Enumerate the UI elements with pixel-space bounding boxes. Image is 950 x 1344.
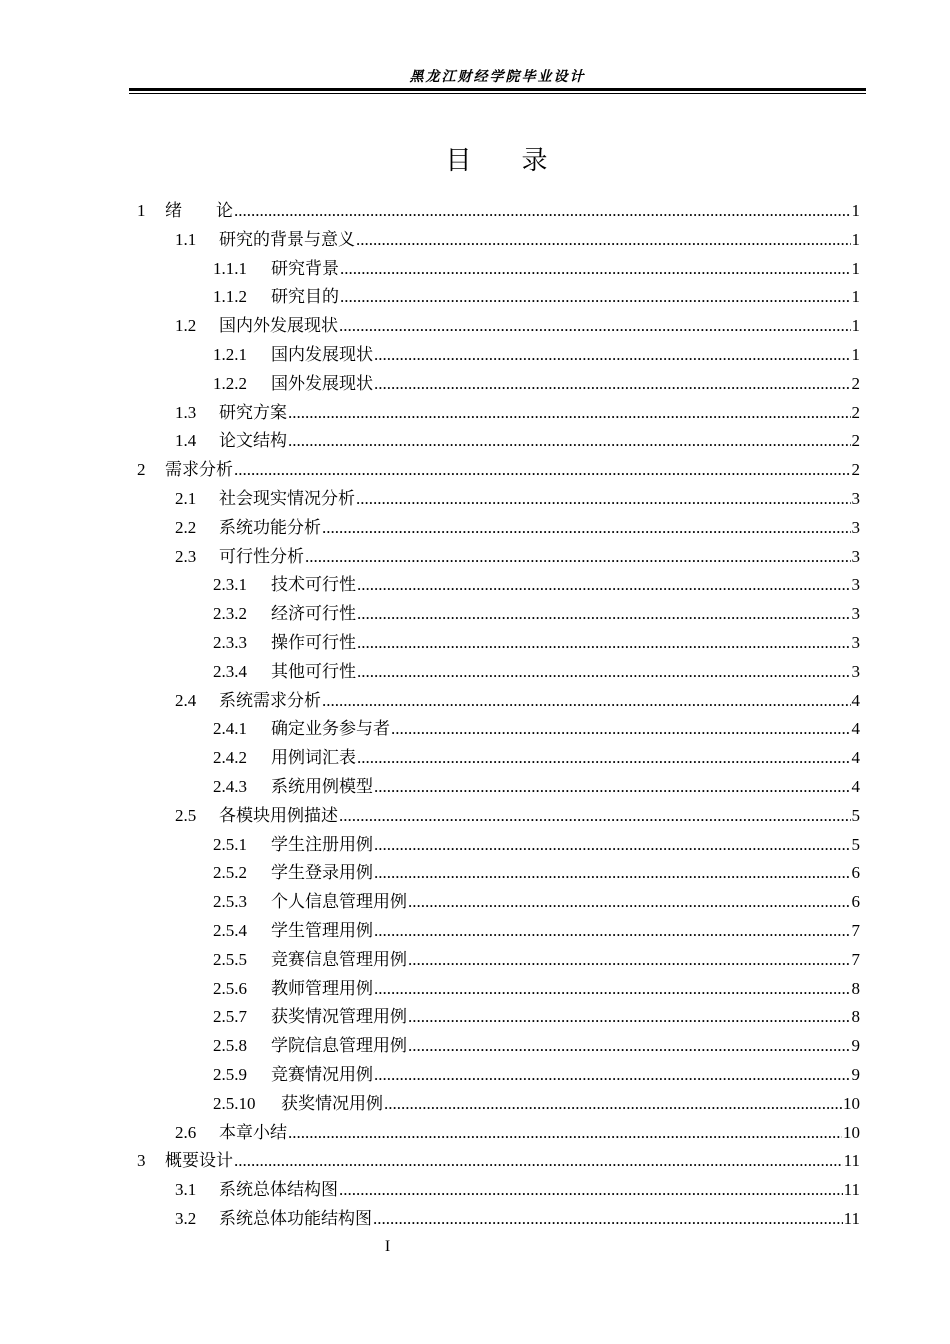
toc-entry-title: 本章小结 [219,1122,287,1142]
toc-entry-page: 3 [851,575,860,595]
toc-entry-page: 3 [851,546,860,566]
toc-entry-number: 2.1 [175,489,197,508]
toc-dot-leader [374,917,851,945]
toc-entry-number: 2.4 [175,690,197,710]
toc-entry-title: 研究目的 [271,287,339,307]
toc-entry[interactable] [213,255,860,283]
toc-entry-number: 2.4.3 [213,777,247,796]
toc-entry-number: 2.5.6 [213,978,247,998]
toc-entry[interactable] [213,1003,860,1031]
toc-entry-page: 6 [851,863,860,883]
toc-entry-page: 10 [843,1122,860,1142]
toc-entry[interactable] [213,831,860,859]
toc-entry-title: 社会现实情况分析 [219,489,355,508]
toc-entry[interactable] [213,571,860,599]
toc-dot-leader [356,226,851,254]
toc-dot-leader [357,744,851,772]
toc-entry[interactable] [213,744,860,772]
toc-entry-page: 4 [851,690,860,710]
toc-entry-page: 11 [843,1209,860,1228]
toc-entry-title: 技术可行性 [271,575,356,595]
toc-dot-leader [357,629,851,657]
toc-entry-title: 可行性分析 [219,546,304,566]
toc-entry-number: 3.1 [175,1180,197,1200]
toc-entry-page: 2 [851,460,860,480]
toc-entry-title: 研究方案 [219,402,287,422]
toc-dot-leader [340,255,851,283]
toc-entry-title: 系统总体结构图 [219,1180,338,1200]
toc-entry[interactable] [213,283,860,311]
toc-entry-number: 2.3.3 [213,633,247,652]
toc-entry[interactable] [175,1176,860,1204]
toc-dot-leader [288,427,851,455]
toc-entry-number: 2.3.4 [213,661,247,681]
page-number: I [384,1238,391,1255]
toc-entry[interactable] [175,687,860,715]
toc-entry[interactable] [213,1032,860,1060]
toc-dot-leader [374,831,851,859]
toc-entry[interactable] [213,1061,860,1089]
toc-entry-page: 7 [851,921,860,940]
toc-entry-page: 3 [851,661,860,681]
toc-dot-leader [374,975,851,1003]
toc-entry-page: 3 [851,633,860,652]
toc-entry-number: 2.5.3 [213,892,247,912]
header-rule-thin [129,93,866,94]
toc-dot-leader [339,802,851,830]
toc-dot-leader [322,687,851,715]
toc-dot-leader [340,283,851,311]
toc-entry-title: 需求分析 [165,460,233,480]
toc-entry-title: 论文结构 [219,431,287,451]
toc-entry-title: 各模块用例描述 [219,805,338,825]
toc-entry[interactable] [175,802,860,830]
toc-entry-number: 2.3.1 [213,575,247,595]
toc-dot-leader [357,600,851,628]
page-header: 黑龙江财经学院毕业设计 [409,69,586,85]
toc-dot-leader [305,543,851,571]
toc-entry-number: 3.2 [175,1209,197,1228]
toc-dot-leader [374,370,851,398]
toc-entry-title: 获奖情况用例 [281,1093,383,1113]
toc-entry-page: 1 [851,316,860,336]
toc-entry-title: 学生注册用例 [271,834,373,854]
toc-entry[interactable] [213,370,860,398]
toc-entry[interactable] [213,341,860,369]
toc-dot-leader [357,658,851,686]
toc-dot-leader [374,341,851,369]
toc-entry-page: 3 [851,489,860,508]
toc-entry-title: 经济可行性 [271,604,356,624]
toc-dot-leader [408,888,851,916]
toc-entry[interactable] [137,197,860,225]
toc-entry[interactable] [213,715,860,743]
toc-entry-number: 2 [137,460,146,480]
toc-entry-title: 系统功能分析 [219,517,321,537]
toc-title [129,140,866,177]
toc-entry-number: 2.5.4 [213,921,247,940]
toc-entry-title: 研究背景 [271,258,339,278]
toc-title-left: 目 [445,146,474,176]
toc-dot-leader [357,571,851,599]
toc-entry[interactable] [175,1119,860,1147]
toc-entry-title: 用例词汇表 [271,748,356,768]
toc-entry[interactable] [175,514,860,542]
toc-entry-title: 个人信息管理用例 [271,892,407,912]
toc-entry-page: 1 [851,229,860,249]
toc-entry-title: 学院信息管理用例 [271,1036,407,1056]
toc-entry-page: 5 [851,805,860,825]
toc-entry-page: 4 [851,719,860,739]
toc-entry-page: 11 [843,1180,860,1200]
toc-entry-title: 系统用例模型 [271,777,373,796]
toc-entry-page: 11 [843,1151,860,1171]
toc-entry-number: 1.4 [175,431,197,451]
toc-entry-number: 1.2.1 [213,345,247,364]
toc-entry-page: 5 [851,834,860,854]
toc-entry-page: 10 [843,1093,860,1113]
toc-entry-title: 概要设计 [165,1151,233,1171]
toc-entry-number: 2.6 [175,1122,197,1142]
toc-dot-leader [391,715,851,743]
toc-entry-page: 1 [851,287,860,307]
toc-entry-page: 6 [851,892,860,912]
toc-dot-leader [408,1032,851,1060]
toc-dot-leader [408,1003,851,1031]
toc-entry-number: 1.2 [175,316,197,336]
toc-entry-page: 3 [851,604,860,624]
toc-dot-leader [373,1205,843,1233]
toc-entry[interactable] [213,859,860,887]
toc-entry-page: 1 [851,201,860,220]
toc-entry-page: 7 [851,949,860,969]
toc-entry[interactable] [213,917,860,945]
toc-entry-title: 学生登录用例 [271,863,373,883]
toc-entry-title: 获奖情况管理用例 [271,1007,407,1027]
toc-entry-title: 竞赛情况用例 [271,1065,373,1084]
toc-entry[interactable] [213,946,860,974]
toc-entry[interactable] [175,226,860,254]
toc-dot-leader [234,456,851,484]
toc-entry[interactable] [137,456,860,484]
toc-entry[interactable] [213,1090,860,1118]
toc-entry-number: 3 [137,1151,146,1171]
toc-entry-title: 操作可行性 [271,633,356,652]
toc-dot-leader [408,946,851,974]
toc-entry-number: 2.4.2 [213,748,247,768]
toc-entry-page: 9 [851,1065,860,1084]
toc-entry[interactable] [213,629,860,657]
header-rule-thick [129,88,866,91]
toc-dot-leader [322,514,851,542]
toc-entry[interactable] [175,399,860,427]
toc-dot-leader [374,1061,851,1089]
toc-entry-title: 学生管理用例 [271,921,373,940]
toc-dot-leader [384,1090,842,1118]
toc-dot-leader [339,312,851,340]
toc-entry-number: 2.3.2 [213,604,247,624]
toc-entry-page: 2 [851,373,860,393]
toc-dot-leader [374,859,851,887]
toc-entry[interactable] [175,1205,860,1233]
toc-entry[interactable] [213,975,860,1003]
toc-entry-number: 2.5.9 [213,1065,247,1084]
toc-entry-page: 4 [851,748,860,768]
toc-dot-leader [374,773,851,801]
toc-entry-page: 8 [851,1007,860,1027]
toc-entry-page: 9 [851,1036,860,1056]
toc-entry-number: 1.2.2 [213,373,247,393]
toc-entry-number: 2.5.1 [213,834,247,854]
toc-entry-title: 国外发展现状 [271,373,373,393]
toc-entry-title: 国内发展现状 [271,345,373,364]
toc-entry-page: 4 [851,777,860,796]
toc-entry-page: 2 [851,402,860,422]
toc-entry-number: 1.1.1 [213,258,247,278]
toc-entry[interactable] [213,600,860,628]
toc-dot-leader [288,1119,842,1147]
toc-entry[interactable] [137,1147,860,1175]
toc-entry[interactable] [175,427,860,455]
toc-entry-title: 教师管理用例 [271,978,373,998]
toc-entry-page: 2 [851,431,860,451]
toc-entry-title: 系统总体功能结构图 [219,1209,372,1228]
toc-entry-page: 1 [851,345,860,364]
toc-entry-number: 1.1.2 [213,287,247,307]
toc-dot-leader [234,197,851,225]
toc-entry-number: 2.5.5 [213,949,247,969]
toc-entry[interactable] [175,543,860,571]
toc-entry-number: 2.4.1 [213,719,247,739]
toc-entry-number: 2.3 [175,546,197,566]
toc-entry-number: 2.5 [175,805,197,825]
toc-entry[interactable] [175,485,860,513]
toc-dot-leader [339,1176,843,1204]
toc-entry-number: 2.5.10 [213,1093,256,1113]
toc-entry-number: 2.5.2 [213,863,247,883]
toc-dot-leader [288,399,851,427]
toc-entry-title: 研究的背景与意义 [219,229,355,249]
toc-entry-title: 确定业务参与者 [271,719,390,739]
toc-entry-number: 2.5.8 [213,1036,247,1056]
toc-entry-title: 其他可行性 [271,661,356,681]
toc-entry-page: 8 [851,978,860,998]
toc-entry[interactable] [213,658,860,686]
toc-entry-title: 竞赛信息管理用例 [271,949,407,969]
toc-entry-title: 绪 论 [165,201,233,220]
toc-dot-leader [234,1147,843,1175]
toc-dot-leader [356,485,851,513]
toc-entry-page: 1 [851,258,860,278]
toc-entry-page: 3 [851,517,860,537]
toc-entry-title: 系统需求分析 [219,690,321,710]
toc-entry-title: 国内外发展现状 [219,316,338,336]
toc-entry[interactable] [175,312,860,340]
toc-entry-number: 1 [137,201,146,220]
toc-entry-number: 2.5.7 [213,1007,247,1027]
toc-entry-number: 2.2 [175,517,197,537]
toc-entry[interactable] [213,773,860,801]
toc-entry-number: 1.3 [175,402,197,422]
toc-title-right: 录 [521,146,550,176]
toc-entry-number: 1.1 [175,229,197,249]
toc-entry[interactable] [213,888,860,916]
